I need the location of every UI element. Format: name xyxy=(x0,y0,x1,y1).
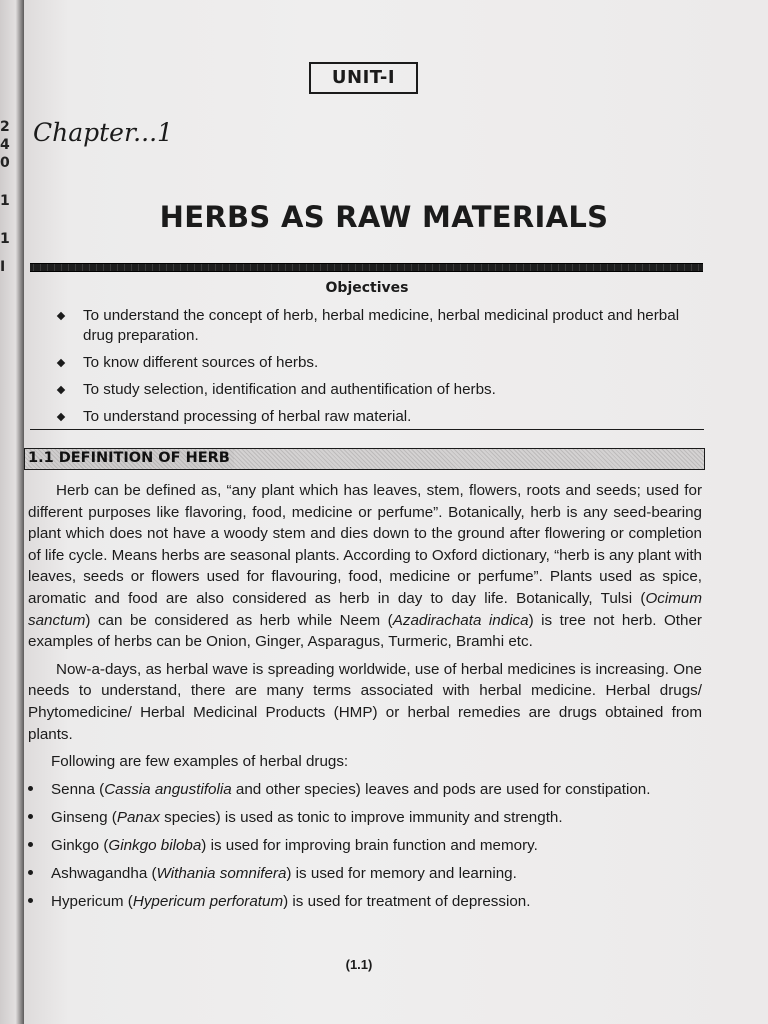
herb-use: species) is used as tonic to improve immunity and strength. xyxy=(159,808,563,826)
objective-text: To understand processing of herbal raw material. xyxy=(83,408,412,425)
paragraph-text: ) is tree not herb. Other examples of herbs can be Onion, Ginger, Asparagus, Turmeric, Bramhi etc. xyxy=(28,611,702,651)
examples-list xyxy=(28,779,702,913)
herb-name: Senna ( xyxy=(51,780,105,798)
example-item xyxy=(28,863,702,885)
latin-name: Hypericum perforatum xyxy=(132,892,284,910)
definition-paragraph xyxy=(28,480,702,653)
herb-use: and other species) leaves and pods are used for constipation. xyxy=(231,780,651,798)
latin-name: Ocimum sanctum xyxy=(28,589,702,629)
paragraph-text: Herb can be defined as, “any plant which has leaves, stem, flowers, roots and seeds; used for different purposes like flavoring, food, medicine or perfume”. Botanically, herb is any seed-bearing plant which does not have a woody stem and dies down to the ground after flowering or completion of life cycle. Means herbs are seasonal plants. According to Oxford dictionary, “herb is any plant with leaves, seeds or flowers used for flavouring, food, medicine or perfume”. Plants used as spice, aromatic and food are also considered as herb in day to day life. Botanically, Tulsi ( xyxy=(28,482,702,607)
chapter-label: Chapter...1 xyxy=(33,118,173,147)
example-item xyxy=(28,779,702,801)
herb-use: ) is used for improving brain function and memory. xyxy=(201,836,538,854)
edge-number: 0 xyxy=(0,155,10,171)
edge-number: I xyxy=(0,259,6,275)
edge-number: 2 xyxy=(0,119,10,135)
objectives-list xyxy=(56,306,704,434)
diamond-bullet-icon xyxy=(57,312,65,320)
example-item xyxy=(28,891,702,913)
edge-page-numbers xyxy=(0,118,10,276)
edge-number: 4 xyxy=(0,137,10,153)
examples-intro: Following are few examples of herbal drugs: xyxy=(51,753,349,771)
page-title: HERBS AS RAW MATERIALS xyxy=(159,200,609,234)
objective-item xyxy=(56,306,704,346)
latin-name: Withania somnifera xyxy=(156,864,287,882)
paragraph-text: ) can be considered as herb while Neem ( xyxy=(85,611,393,629)
section-body xyxy=(28,480,702,919)
latin-name: Panax xyxy=(116,808,160,826)
diamond-bullet-icon xyxy=(57,386,65,394)
example-item xyxy=(28,835,702,857)
section-heading: 1.1 DEFINITION OF HERB xyxy=(28,449,234,468)
objectives-divider xyxy=(30,429,704,430)
herb-name: Ginseng ( xyxy=(51,808,117,826)
edge-number: 1 xyxy=(0,231,10,247)
objective-text: To know different sources of herbs. xyxy=(83,354,319,371)
diamond-bullet-icon xyxy=(57,359,65,367)
section-heading-bar xyxy=(24,448,705,470)
herb-name: Ashwagandha ( xyxy=(51,864,157,882)
herb-name: Hypericum ( xyxy=(51,892,133,910)
title-divider xyxy=(30,263,703,272)
objective-text: To study selection, identification and authentification of herbs. xyxy=(83,381,496,398)
latin-name: Cassia angustifolia xyxy=(104,780,232,798)
herb-use: ) is used for memory and learning. xyxy=(286,864,517,882)
page-number: (1.1) xyxy=(345,957,373,972)
objective-item xyxy=(56,353,704,373)
objective-item xyxy=(56,380,704,400)
edge-number: 1 xyxy=(0,193,10,209)
latin-name: Azadirachata indica xyxy=(392,611,529,629)
example-item xyxy=(28,807,702,829)
herbal-wave-paragraph: Now-a-days, as herbal wave is spreading worldwide, use of herbal medicines is increasing. One needs to understand, there are many terms associated with herbal medicine. Herbal drugs/ Phytomedicine/ Herbal Medicinal Products (HMP) or herbal remedies are drugs obtained from plants. xyxy=(28,660,702,743)
unit-label: UNIT-I xyxy=(309,62,418,94)
diamond-bullet-icon xyxy=(57,413,65,421)
herb-name: Ginkgo ( xyxy=(51,836,109,854)
herb-use: ) is used for treatment of depression. xyxy=(283,892,531,910)
latin-name: Ginkgo biloba xyxy=(108,836,202,854)
objectives-heading: Objectives xyxy=(325,280,409,296)
objective-text: To understand the concept of herb, herbal medicine, herbal medicinal product and herbal drug preparation. xyxy=(83,307,680,344)
objective-item xyxy=(56,407,704,427)
